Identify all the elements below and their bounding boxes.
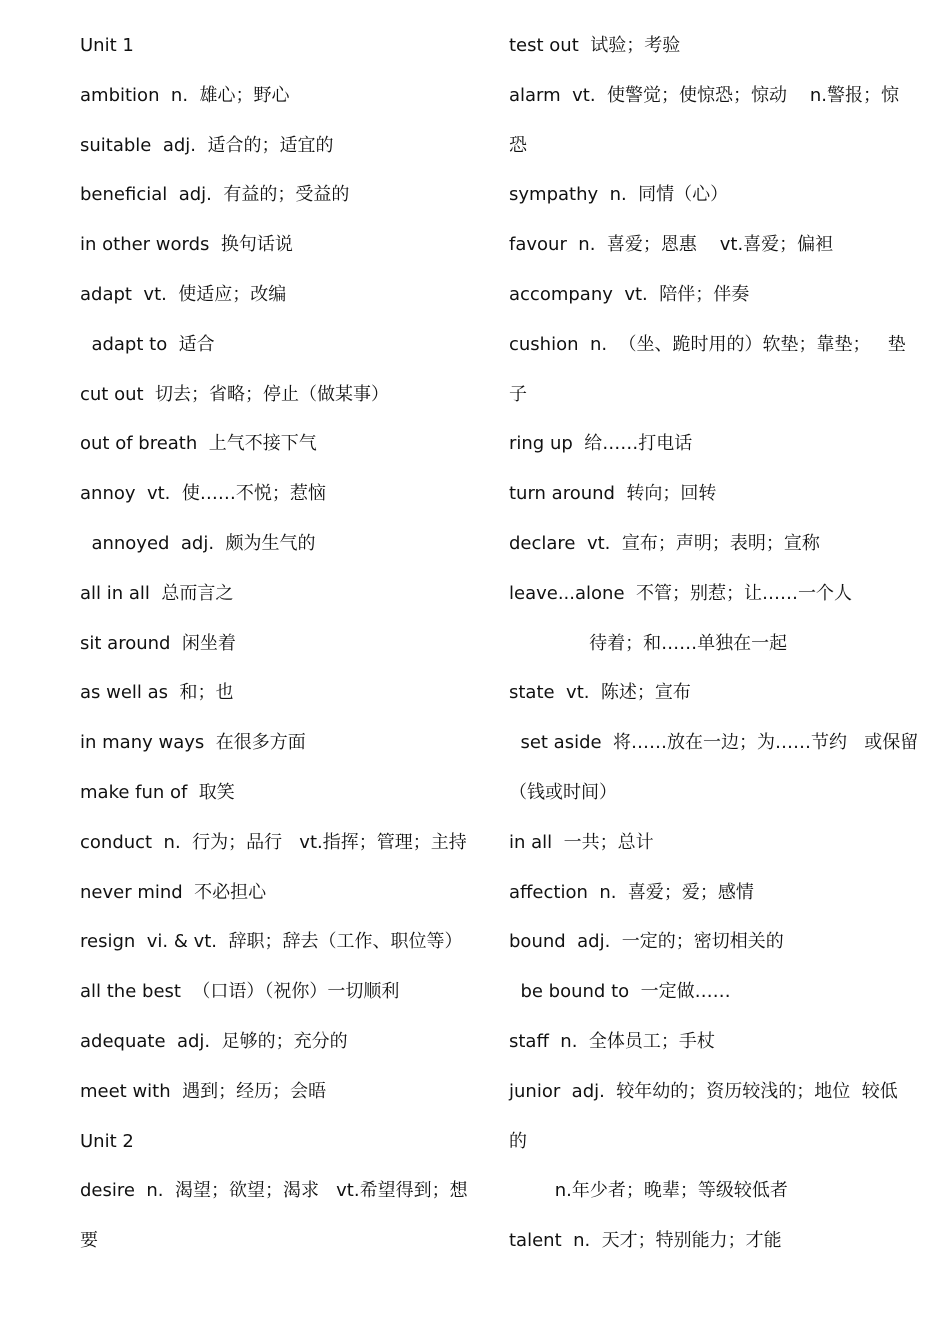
vocab-line: make fun of 取笑	[80, 781, 235, 803]
vocab-line: declare vt. 宣布；声明；表明；宣称	[509, 532, 820, 554]
vocab-line: cut out 切去；省略；停止（做某事）	[80, 383, 390, 405]
vocab-line: suitable adj. 适合的；适宜的	[80, 134, 334, 156]
vocab-line: Unit 2	[80, 1130, 134, 1152]
vocab-line: state vt. 陈述；宣布	[509, 682, 691, 704]
vocab-line: all in all 总而言之	[80, 582, 234, 604]
vocab-line: 要	[80, 1230, 98, 1252]
vocab-line: cushion n. （坐、跪时用的）软垫；靠垫； 垫	[509, 333, 906, 355]
vocab-line: junior adj. 较年幼的；资历较浅的；地位 较低	[509, 1080, 898, 1102]
left-column	[80, 21, 495, 1266]
vocab-line: in many ways 在很多方面	[80, 732, 306, 754]
vocab-line: staff n. 全体员工；手杖	[509, 1030, 715, 1052]
vocab-line: 子	[509, 383, 527, 405]
vocab-line: talent n. 天才；特别能力；才能	[509, 1230, 782, 1252]
vocab-line: adequate adj. 足够的；充分的	[80, 1030, 348, 1052]
vocab-line: set aside 将……放在一边；为……节约 或保留	[509, 732, 919, 754]
vocab-line: sit around 闲坐着	[80, 632, 236, 654]
vocab-line: turn around 转向；回转	[509, 483, 717, 505]
vocab-line: desire n. 渴望；欲望；渴求 vt.希望得到；想	[80, 1180, 468, 1202]
vocab-line: leave...alone 不管；别惹；让……一个人	[509, 582, 852, 604]
vocab-line: beneficial adj. 有益的；受益的	[80, 184, 350, 206]
vocab-line: adapt to 适合	[80, 333, 215, 355]
vocab-line: n.年少者；晚辈；等级较低者	[509, 1180, 788, 1202]
vocab-line: 的	[509, 1130, 527, 1152]
vocab-line: be bound to 一定做……	[509, 981, 731, 1003]
vocab-line: never mind 不必担心	[80, 881, 267, 903]
vocab-line: ring up 给……打电话	[509, 433, 693, 455]
vocab-line: annoyed adj. 颇为生气的	[80, 532, 316, 554]
vocab-line: accompany vt. 陪伴；伴奏	[509, 283, 750, 305]
vocab-line: affection n. 喜爱；爱；感情	[509, 881, 754, 903]
vocab-line: test out 试验；考验	[509, 35, 681, 56]
vocab-line: 恐	[509, 134, 527, 156]
vocab-line: bound adj. 一定的；密切相关的	[509, 931, 784, 953]
vocab-line: in all 一共；总计	[509, 831, 654, 853]
vocab-line: annoy vt. 使……不悦；惹恼	[80, 483, 326, 505]
vocab-line: meet with 遇到；经历；会晤	[80, 1080, 327, 1102]
vocab-line: resign vi. & vt. 辞职；辞去（工作、职位等）	[80, 931, 463, 953]
vocab-line: alarm vt. 使警觉；使惊恐；惊动 n.警报；惊	[509, 84, 900, 106]
vocab-line: out of breath 上气不接下气	[80, 433, 317, 455]
vocab-line: ambition n. 雄心；野心	[80, 84, 290, 106]
vocab-line: 待着；和……单独在一起	[509, 632, 788, 654]
right-column	[509, 21, 934, 1266]
vocab-line: as well as 和；也	[80, 682, 234, 704]
vocab-line: Unit 1	[80, 35, 134, 56]
vocab-line: （钱或时间）	[509, 781, 617, 803]
vocab-line: sympathy n. 同情（心）	[509, 184, 729, 206]
vocab-line: in other words 换句话说	[80, 234, 293, 256]
vocab-line: adapt vt. 使适应；改编	[80, 283, 287, 305]
vocab-line: all the best （口语）（祝你）一切顺利	[80, 981, 400, 1003]
vocab-line: favour n. 喜爱；恩惠 vt.喜爱；偏袒	[509, 234, 834, 256]
vocab-line: conduct n. 行为；品行 vt.指挥；管理；主持	[80, 831, 467, 853]
